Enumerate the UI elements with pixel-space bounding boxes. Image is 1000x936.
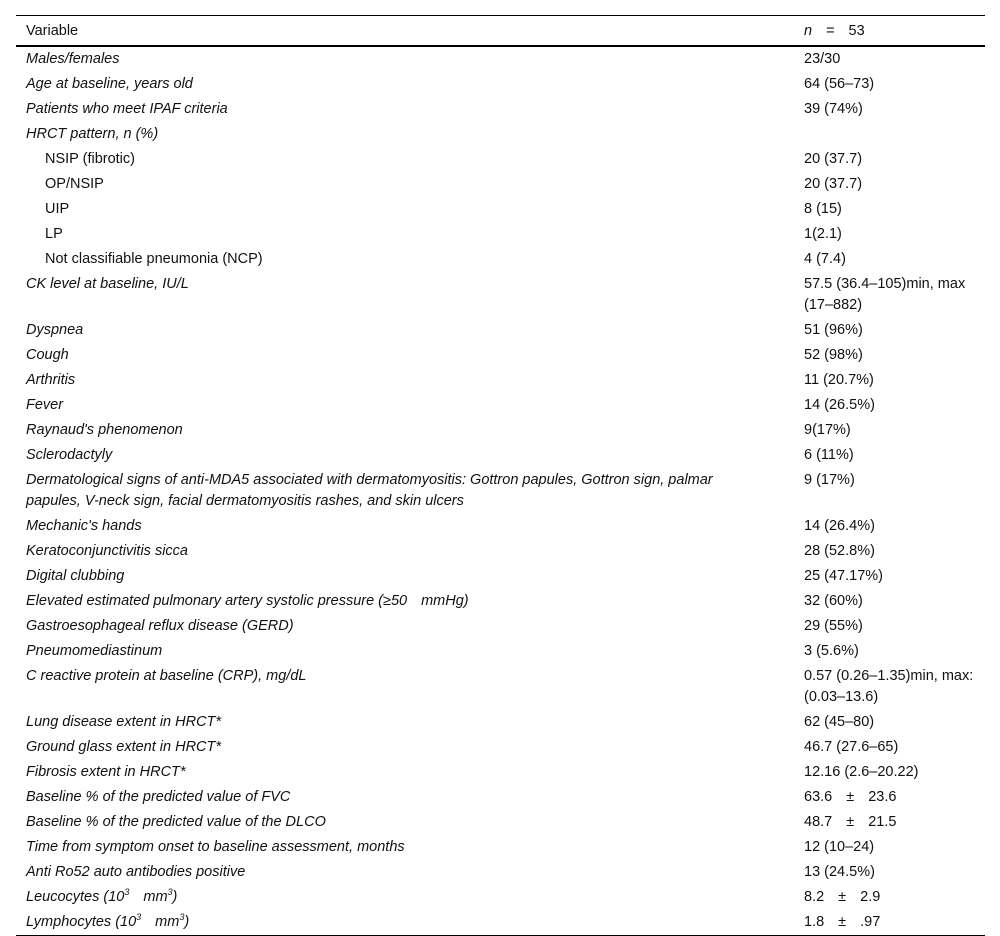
value-part: 23.6 [868, 789, 897, 805]
row-value [794, 785, 985, 810]
value-part: 2.9 [860, 889, 881, 905]
row-label: Fever [26, 397, 64, 413]
row-label: Patients who meet IPAF criteria [26, 101, 228, 117]
row-value: 9 (17%) [804, 472, 855, 488]
row-value: 12.16 (2.6–20.22) [804, 764, 919, 780]
header-row [16, 16, 985, 47]
table-row [16, 614, 985, 639]
row-label-part: ) [172, 889, 178, 905]
table-row [16, 368, 985, 393]
table-row [16, 418, 985, 443]
value-part: 8.2 [804, 889, 825, 905]
row-value: 51 (96%) [804, 322, 863, 338]
row-label: Dermatological signs of anti-MDA5 associated with dermatomyositis: Gottron papules, Gottron sign, palmar papules, V-neck sign, facial dermatomyositis rashes, and skin ulcers [26, 472, 713, 509]
value-part: ± [838, 914, 847, 930]
value-part: .97 [860, 914, 881, 930]
table-row [16, 710, 985, 735]
row-label: Raynaud's phenomenon [26, 422, 183, 438]
superscript: 3 [179, 912, 185, 923]
row-value: 13 (24.5%) [804, 864, 875, 880]
table-row [16, 539, 985, 564]
row-value: 20 (37.7) [804, 151, 863, 167]
value-part: ± [838, 889, 847, 905]
value-part: ± [846, 814, 855, 830]
row-value: 14 (26.4%) [804, 518, 875, 534]
row-label: Mechanic's hands [26, 518, 142, 534]
row-value [794, 910, 985, 936]
row-label: Pneumomediastinum [26, 643, 163, 659]
row-value: 62 (45–80) [804, 714, 875, 730]
row-value: 52 (98%) [804, 347, 863, 363]
row-label: Dyspnea [26, 322, 84, 338]
table-row [16, 664, 985, 710]
table-row [16, 97, 985, 122]
row-value: 32 (60%) [804, 593, 863, 609]
table-row [16, 343, 985, 368]
row-label-part: mm [155, 914, 180, 930]
row-value: 57.5 (36.4–105)min, max (17–882) [804, 276, 966, 313]
row-label: C reactive protein at baseline (CRP), mg/dL [26, 668, 307, 684]
table-row [16, 760, 985, 785]
row-label: Males/females [26, 51, 120, 67]
table-row [16, 393, 985, 418]
row-label: UIP [45, 201, 70, 217]
row-value: 25 (47.17%) [804, 568, 883, 584]
row-label: Time from symptom onset to baseline assessment, months [26, 839, 405, 855]
row-value: 12 (10–24) [804, 839, 875, 855]
table-row [16, 46, 985, 72]
row-value [794, 885, 985, 910]
row-label: Gastroesophageal reflux disease (GERD) [26, 618, 294, 634]
row-value: 39 (74%) [804, 101, 863, 117]
table-row [16, 514, 985, 539]
table-row [16, 318, 985, 343]
header-n-eq: = [826, 22, 835, 39]
table-row [16, 860, 985, 885]
table-row [16, 468, 985, 514]
row-label: Cough [26, 347, 69, 363]
row-label: Keratoconjunctivitis sicca [26, 543, 188, 559]
row-value: 1(2.1) [804, 226, 842, 242]
row-label: HRCT pattern, n (%) [26, 126, 159, 142]
table-header [16, 16, 985, 47]
table-row [16, 172, 985, 197]
row-label-part: Elevated estimated pulmonary artery systolic pressure (≥50 [26, 593, 408, 609]
row-label-part: Leucocytes (10 [26, 889, 125, 905]
table-row [16, 272, 985, 318]
row-value: 46.7 (27.6–65) [804, 739, 899, 755]
row-label: CK level at baseline, IU/L [26, 276, 189, 292]
value-part: 48.7 [804, 814, 833, 830]
row-value: 20 (37.7) [804, 176, 863, 192]
row-value: 3 (5.6%) [804, 643, 859, 659]
table-row [16, 589, 985, 614]
row-label: Lung disease extent in HRCT* [26, 714, 222, 730]
table-row [16, 735, 985, 760]
row-label: Baseline % of the predicted value of FVC [26, 789, 291, 805]
table-row [16, 247, 985, 272]
value-part: 21.5 [868, 814, 897, 830]
header-variable: Variable [26, 22, 79, 39]
row-label: Sclerodactyly [26, 447, 113, 463]
row-label: Anti Ro52 auto antibodies positive [26, 864, 246, 880]
table-row [16, 810, 985, 835]
row-value: 23/30 [804, 51, 841, 67]
superscript: 3 [167, 887, 173, 898]
table-row [16, 785, 985, 810]
header-n-value: 53 [848, 22, 865, 39]
row-label-part: mm [143, 889, 168, 905]
value-part: 1.8 [804, 914, 825, 930]
row-value: 11 (20.7%) [804, 372, 874, 388]
table-row [16, 835, 985, 860]
row-value: 14 (26.5%) [804, 397, 875, 413]
table-row [16, 443, 985, 468]
table-row [16, 147, 985, 172]
table-row [16, 564, 985, 589]
row-value: 29 (55%) [804, 618, 863, 634]
row-label-part: Lymphocytes (10 [26, 914, 137, 930]
row-label [16, 589, 794, 614]
row-label: Fibrosis extent in HRCT* [26, 764, 186, 780]
row-value: 9(17%) [804, 422, 851, 438]
row-value: 0.57 (0.26–1.35)min, max: (0.03–13.6) [804, 668, 974, 705]
table-body [16, 46, 985, 936]
row-label: Digital clubbing [26, 568, 125, 584]
row-label-part: mmHg) [421, 593, 469, 609]
table-row [16, 885, 985, 910]
row-value: 28 (52.8%) [804, 543, 875, 559]
table-row [16, 122, 985, 147]
row-label: Baseline % of the predicted value of the DLCO [26, 814, 326, 830]
table-row [16, 197, 985, 222]
table-row [16, 910, 985, 936]
row-label: Age at baseline, years old [26, 76, 193, 92]
row-value: 6 (11%) [804, 447, 854, 463]
row-label [16, 885, 794, 910]
value-part: ± [846, 789, 855, 805]
row-label: OP/NSIP [45, 176, 104, 192]
row-label [16, 910, 794, 936]
value-part: 63.6 [804, 789, 833, 805]
superscript: 3 [136, 912, 142, 923]
row-value [794, 810, 985, 835]
row-label: LP [45, 226, 63, 242]
row-label: Not classifiable pneumonia (NCP) [45, 251, 263, 267]
superscript: 3 [124, 887, 130, 898]
patient-characteristics-table [16, 15, 985, 936]
row-label: NSIP (fibrotic) [45, 151, 135, 167]
row-value: 4 (7.4) [804, 251, 846, 267]
table-row [16, 639, 985, 664]
table-row [16, 72, 985, 97]
header-n [794, 16, 985, 47]
table-row [16, 222, 985, 247]
row-label-part: ) [184, 914, 190, 930]
row-label: Ground glass extent in HRCT* [26, 739, 222, 755]
row-label: Arthritis [26, 372, 76, 388]
row-value: 8 (15) [804, 201, 842, 217]
header-n-symbol: n [804, 22, 813, 39]
data-table-container [16, 15, 985, 936]
row-value [794, 122, 985, 147]
row-value: 64 (56–73) [804, 76, 875, 92]
